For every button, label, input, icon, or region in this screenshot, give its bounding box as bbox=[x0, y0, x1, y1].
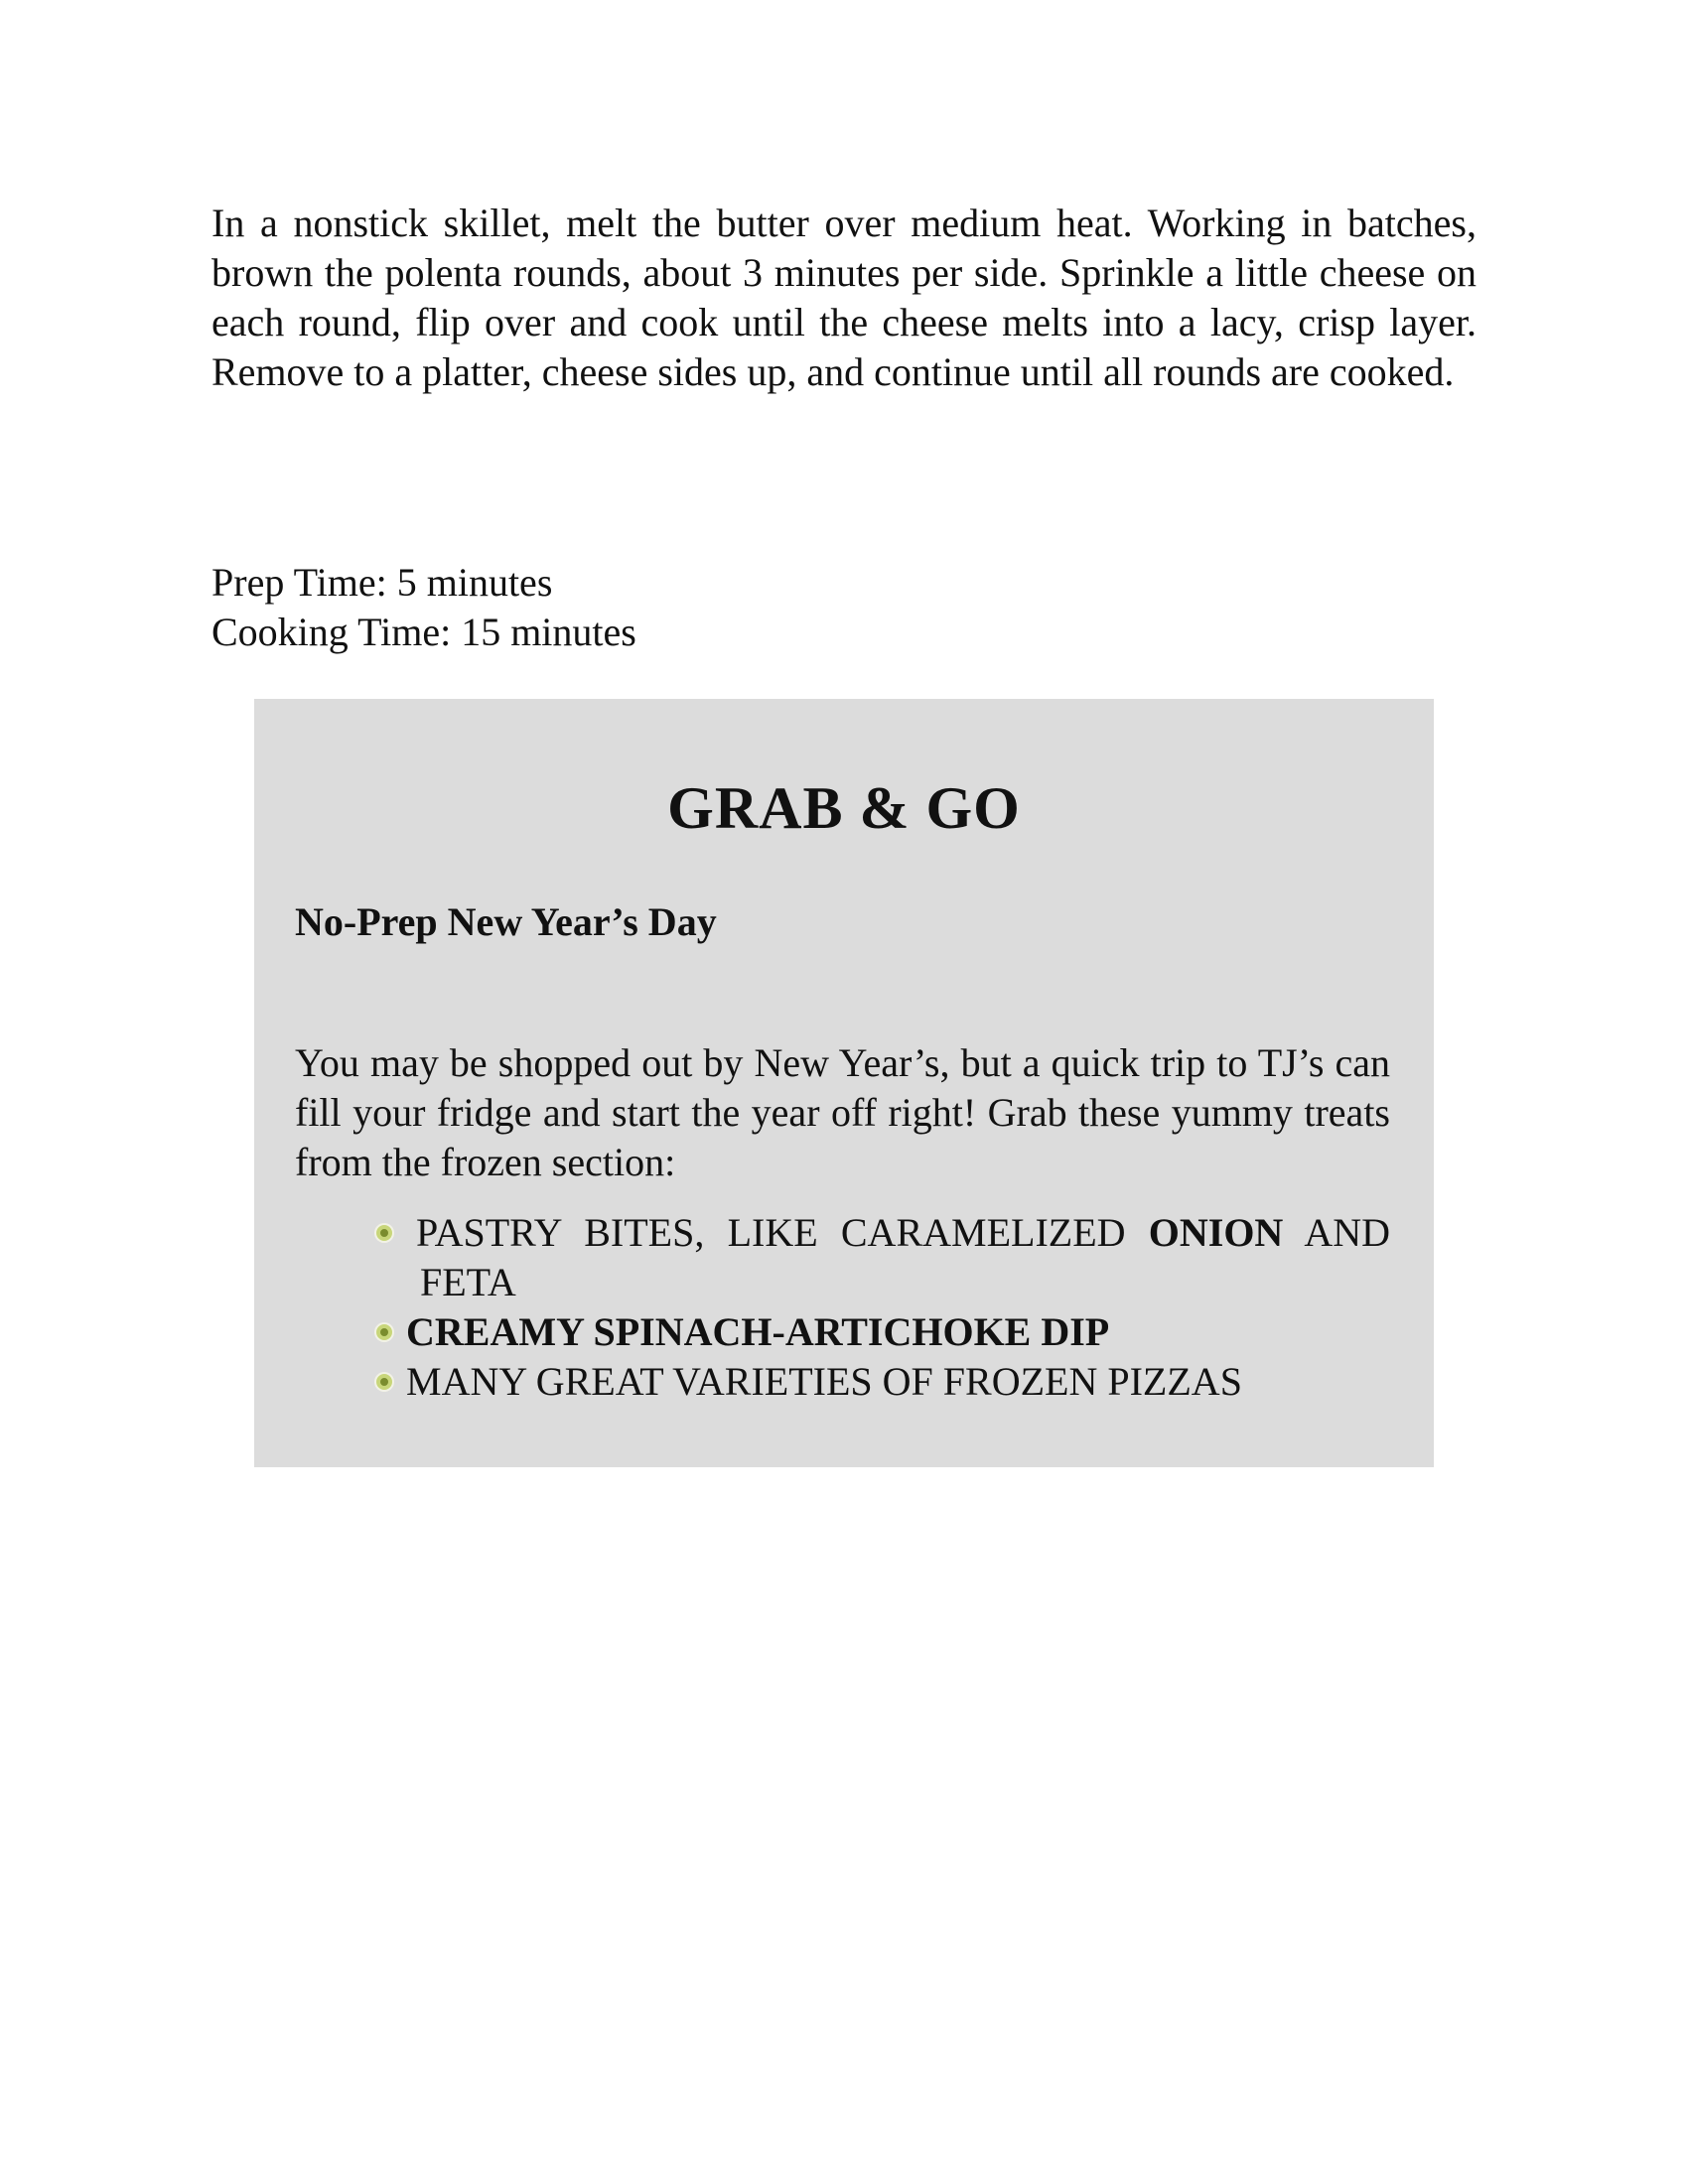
list-item bbox=[376, 1208, 1390, 1307]
list-item-text-end: AND bbox=[1283, 1210, 1391, 1255]
bullet-icon bbox=[376, 1225, 392, 1241]
list-item-text: CREAMY SPINACH-ARTICHOKE DIP bbox=[406, 1309, 1110, 1354]
recipe-times bbox=[211, 558, 636, 657]
sidebar-title: GRAB & GO bbox=[667, 775, 1021, 841]
list-item-text: PASTRY BITES, LIKE CARAMELIZED bbox=[416, 1210, 1149, 1255]
grab-and-go-sidebar bbox=[254, 699, 1434, 1467]
list-item-bold-text: ONION bbox=[1148, 1210, 1284, 1255]
recipe-instructions-paragraph: In a nonstick skillet, melt the butter over medium heat. Working in batches, brown the polenta rounds, about 3 minutes per side. Sprinkle a little cheese on each round, flip over and cook until the cheese melts into a lacy, crisp layer. Remove to a platter, cheese sides up, and continue until all rounds are cooked. bbox=[211, 201, 1477, 394]
frozen-items-list bbox=[376, 1208, 1390, 1407]
list-item-text: MANY GREAT VARIETIES OF FROZEN PIZZAS bbox=[406, 1359, 1242, 1404]
list-item-continuation: FETA bbox=[420, 1260, 516, 1304]
list-item-line-1 bbox=[416, 1208, 1390, 1258]
cooking-time: Cooking Time: 15 minutes bbox=[211, 610, 636, 654]
list-item bbox=[376, 1307, 1390, 1357]
sidebar-subtitle: No-Prep New Year’s Day bbox=[295, 899, 717, 944]
bullet-icon bbox=[376, 1374, 392, 1390]
sidebar-body-text: You may be shopped out by New Year’s, but a quick trip to TJ’s can fill your fridge and start the year off right! Grab these yummy treats from the frozen section: bbox=[295, 1040, 1390, 1184]
list-item bbox=[376, 1357, 1390, 1407]
bullet-icon bbox=[376, 1324, 392, 1340]
prep-time: Prep Time: 5 minutes bbox=[211, 560, 553, 605]
